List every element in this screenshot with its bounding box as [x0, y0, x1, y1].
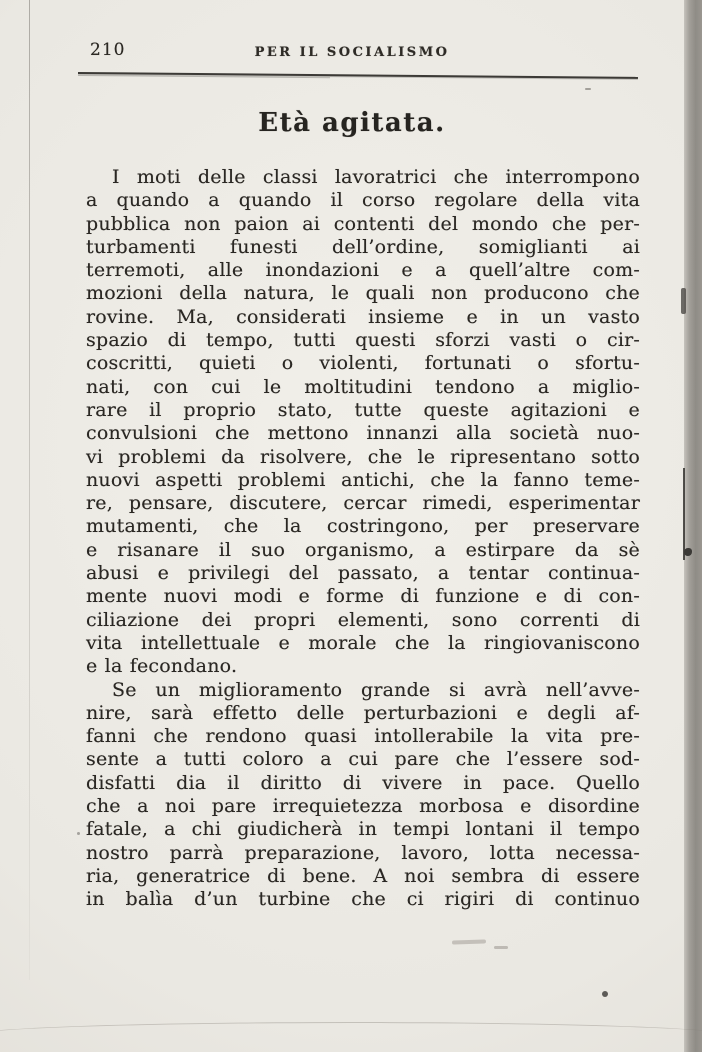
paragraph	[86, 679, 640, 912]
page-fold-line	[29, 0, 30, 980]
text-line: pubblica non paion ai contenti del mondo che per-	[86, 212, 640, 235]
scan-artifact-line	[683, 468, 685, 560]
text-line: nire, sarà effetto delle perturbazioni e degli af-	[86, 701, 640, 724]
scan-smudge	[452, 939, 486, 944]
text-line: ciliazione dei propri elementi, sono correnti di	[86, 608, 640, 631]
text-line: terremoti, alle inondazioni e a quell’altre com-	[86, 259, 640, 282]
text-line: e la fecondano.	[86, 655, 238, 678]
text-line: fanni che rendono quasi intollerabile la vita pre-	[86, 725, 640, 748]
page-number: 210	[90, 40, 126, 60]
text-line: vita intellettuale e morale che la ringiovaniscono	[86, 631, 640, 654]
ink-dot	[602, 991, 608, 997]
scan-gutter-shadow	[684, 0, 702, 1052]
ink-speck	[585, 88, 591, 90]
text-line: I moti delle classi lavoratrici che interrompono	[112, 166, 640, 188]
scan-artifact-blob	[684, 548, 692, 556]
text-line: che a noi pare irrequietezza morbosa e disordine	[86, 795, 640, 818]
header-rule	[78, 72, 638, 79]
text-line: mozioni della natura, le quali non producono che	[86, 282, 640, 305]
text-line: e risanare il suo organismo, a estirpare da sè	[86, 538, 640, 561]
text-line: nuovi aspetti problemi antichi, che la fanno teme-	[86, 468, 640, 491]
text-line: rare il proprio stato, tutte queste agitazioni e	[86, 398, 640, 421]
text-line: spazio di tempo, tutti questi sforzi vasti o cir-	[86, 329, 640, 352]
scan-smudge	[494, 946, 508, 949]
text-line: coscritti, quieti o violenti, fortunati o sfortu-	[86, 352, 640, 375]
text-line: turbamenti funesti dell’ordine, somiglianti ai	[86, 235, 640, 258]
text-line: disfatti dia il diritto di vivere in pace. Quello	[86, 771, 640, 794]
text-line: nostro parrà preparazione, lavoro, lotta necessa-	[86, 841, 640, 864]
text-line: ria, generatrice di bene. A noi sembra di essere	[86, 864, 640, 887]
paragraph	[86, 166, 640, 679]
text-line: re, pensare, discutere, cercar rimedi, esperimentar	[86, 492, 640, 515]
scan-artifact-segment	[681, 288, 686, 314]
text-line: rovine. Ma, considerati insieme e in un vasto	[86, 305, 640, 328]
running-head: PER IL SOCIALISMO	[254, 45, 450, 60]
text-line: sente a tutti coloro a cui pare che l’essere sod-	[86, 748, 640, 771]
chapter-title: Età agitata.	[258, 108, 446, 138]
text-line: mutamenti, che la costringono, per preservare	[86, 515, 640, 538]
text-line: in balìa d’un turbine che ci rigiri di continuo	[86, 888, 640, 911]
text-line: convulsioni che mettono innanzi alla società nuo-	[86, 422, 640, 445]
text-line: Se un miglioramento grande si avrà nell’avve-	[112, 678, 640, 701]
text-line: nati, con cui le moltitudini tendono a miglio-	[86, 375, 640, 398]
ink-speck	[77, 832, 80, 835]
paper-crease	[0, 1022, 702, 1052]
text-line: mente nuovi modi e forme di funzione e di con-	[86, 585, 640, 608]
text-line: vi problemi da risolvere, che le ripresentano sotto	[86, 445, 640, 468]
text-line: fatale, a chi giudicherà in tempi lontani il tempo	[86, 818, 640, 841]
text-line: a quando a quando il corso regolare della vita	[86, 189, 640, 212]
body-text	[86, 166, 640, 912]
text-line: abusi e privilegi del passato, a tentar continua-	[86, 562, 640, 585]
